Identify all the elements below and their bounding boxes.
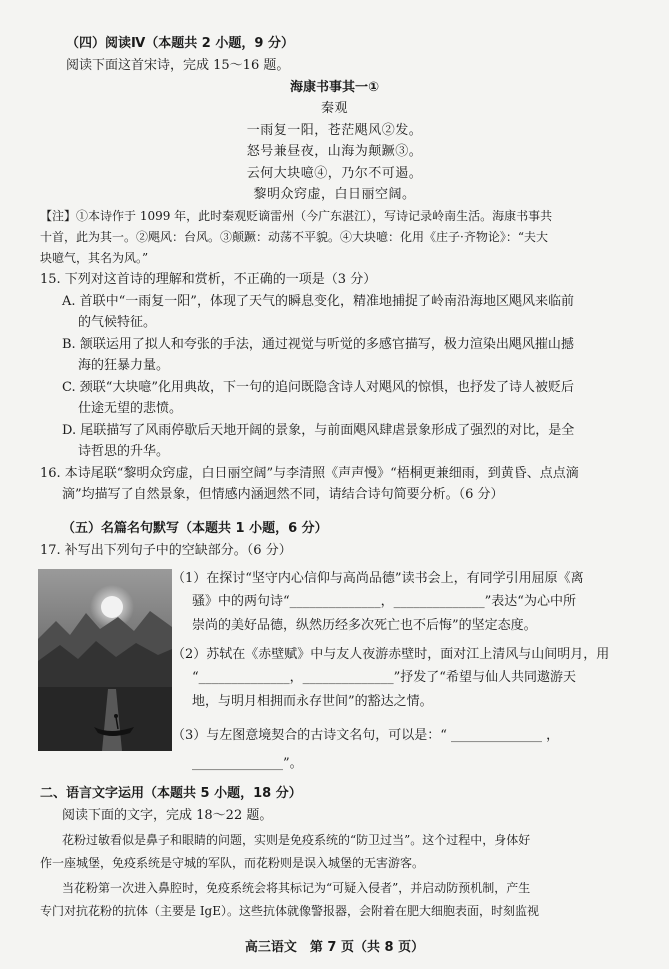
q16-line: 滴”均描写了自然景象，但情感内涵迥然不同，请结合诗句简要分析。（6 分） [62,487,504,502]
poem-line: 云何大块噫④，乃尔不可遏。 [246,166,423,181]
note-line: 块噫气，其名为风。” [40,251,149,265]
q15-option-a: A. 首联中“一雨复一阳”，体现了天气的瞬息变化，精准地捕捉了岭南沿海地区飓风来临前 [62,294,574,309]
part2-heading: 二、语言文字运用（本题共 5 小题，18 分） [40,786,302,801]
poem-line: 黎明众窍虚，白日丽空阔。 [253,187,416,202]
q15-option-c: C. 颈联“大块噫”化用典故，下一句的追问既隐含诗人对飓风的惊惧，也抒发了诗人被贬后 [62,380,575,395]
passage-line: 当花粉第一次进入鼻腔时，免疫系统会将其标记为“可疑入侵者”，并启动防预机制，产生 [62,881,531,895]
q17-line: （2）苏轼在《赤壁赋》中与友人夜游赤壁时，面对江上清风与山间明月，用 [172,647,610,662]
q17-stem: 17. 补写出下列句子中的空缺部分。（6 分） [40,543,292,558]
q17-line: ______________”。 [192,756,303,771]
section4-instruction: 阅读下面这首宋诗，完成 15～16 题。 [66,58,290,73]
q17-line: （3）与左图意境契合的古诗文名句，可以是：“ ______________ ， [172,728,560,743]
page-footer: 高三语文 第 7 页（共 8 页） [244,940,425,955]
q15-option-b-cont: 海的狂暴力量。 [78,358,170,373]
q17-line: 崇尚的美好品德，纵然历经多次死亡也不后悔”的坚定态度。 [192,618,537,633]
passage-line: 作一座城堡，免疫系统是守城的军队，而花粉则是误入城堡的无害游客。 [40,856,425,870]
poem-author: 秦观 [320,101,348,116]
q15-option-d-cont: 诗哲思的升华。 [78,444,170,459]
q17-line: “______________，______________”抒发了“希望与仙人共同遨游天 [192,670,576,685]
note-line: 【注】①本诗作于 1099 年，此时秦观贬谪雷州（今广东湛江），写诗记录岭南生活。海康书事共 [40,209,553,223]
q17-line: 地，与明月相拥而永存世间”的豁达之情。 [192,694,433,709]
poem-title: 海康书事其一① [289,80,379,95]
q17-line: 骚》中的两句诗“______________，______________”表达“为心中所 [192,594,576,609]
section4-heading: （四）阅读Ⅳ（本题共 2 小题，9 分） [66,36,294,51]
q15-option-b: B. 颔联运用了拟人和夸张的手法，通过视觉与听觉的多感官描写，极力渲染出飓风摧山撼 [62,337,574,352]
section5-heading: （五）名篇名句默写（本题共 1 小题，6 分） [62,521,328,536]
q15-stem: 15. 下列对这首诗的理解和赏析，不正确的一项是（3 分） [40,272,377,287]
q15-option-a-cont: 的气候特征。 [78,315,157,330]
passage-line: 专门对抗花粉的抗体（主要是 IgE）。这些抗体就像警报器，会附着在肥大细胞表面，时刻监视 [40,904,539,918]
poem-line: 怒号兼昼夜，山海为颠蹶③。 [246,144,423,159]
part2-instruction: 阅读下面的文字，完成 18～22 题。 [62,808,273,823]
q16-line: 16. 本诗尾联“黎明众窍虚，白日丽空阔”与李清照《声声慢》“梧桐更兼细雨，到黄昏、点点滴 [40,466,579,481]
poem-line: 一雨复一阳，苍茫飓风②发。 [246,123,423,138]
moonlit-landscape-image [38,569,172,751]
note-line: 十首，此为其一。②飓风：台风。③颠蹶：动荡不平貌。④大块噫：化用《庄子·齐物论》：“夫大 [40,230,548,244]
q17-line: （1）在探讨“坚守内心信仰与高尚品德”读书会上，有同学引用屈原《离 [172,571,584,586]
q15-option-d: D. 尾联描写了风雨停歇后天地开阔的景象，与前面飓风肆虐景象形成了强烈的对比，是全 [62,423,575,438]
passage-line: 花粉过敏看似是鼻子和眼睛的问题，实则是免疫系统的“防卫过当”。这个过程中，身体好 [62,833,531,847]
q15-option-c-cont: 仕途无望的悲愤。 [78,401,183,416]
